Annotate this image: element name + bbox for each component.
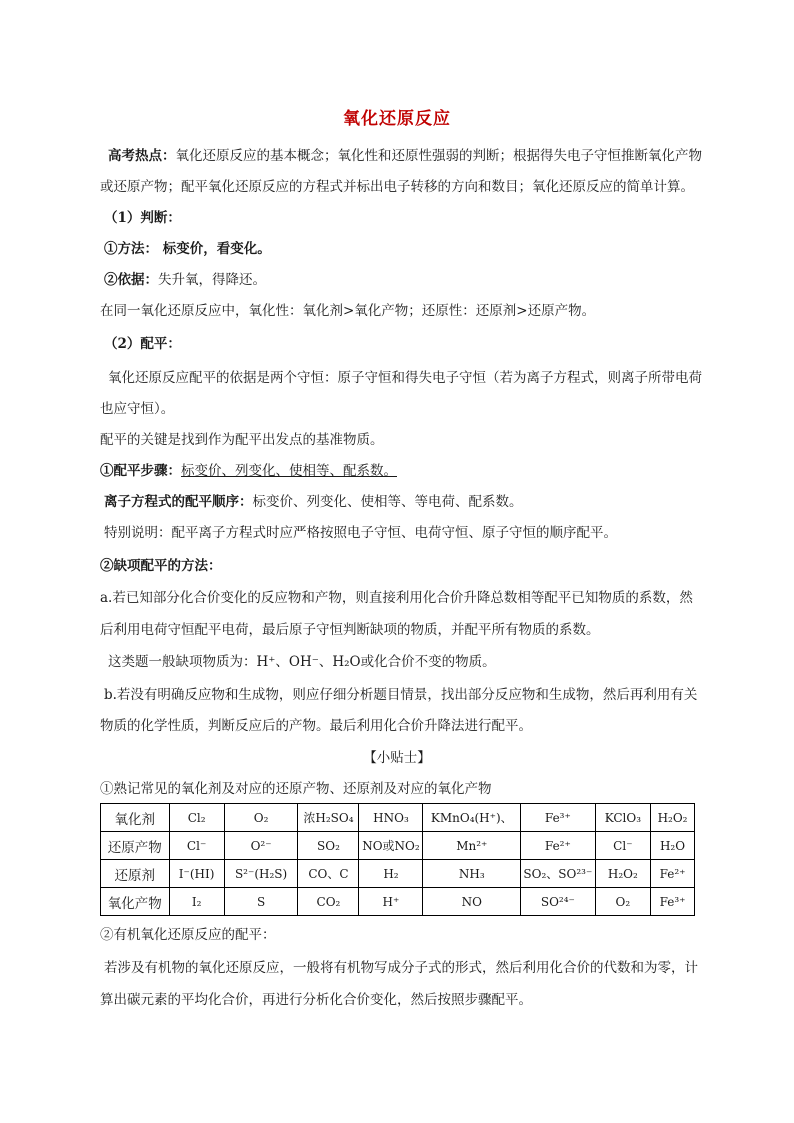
ionic-text: 标变价、列变化、使相等、等电荷、配系数。 — [252, 494, 523, 510]
table-row — [101, 860, 695, 888]
tip-2: ②有机氧化还原反应的配平： — [100, 927, 276, 943]
table-row-header: 氧化产物 — [101, 888, 170, 916]
steps-text: 标变价、列变化、使相等、配系数。 — [181, 463, 397, 479]
balance-basis-line-1: 氧化还原反应配平的依据是两个守恒：原子守恒和得失电子守恒（若为离子方程式，则离子所带电荷 — [108, 370, 702, 386]
table-cell: SO₂ — [298, 832, 359, 860]
table-cell: O₂ — [224, 804, 298, 832]
method-b-line-2: 物质的化学性质，判断反应后的产物。最后利用化合价升降法进行配平。 — [100, 718, 532, 734]
table-cell: HNO₃ — [359, 804, 423, 832]
table-cell: NO — [423, 888, 521, 916]
tips-heading: 【小贴士】 — [363, 750, 431, 766]
tip-1: ①熟记常见的氧化剂及对应的还原产物、还原剂及对应的氧化产物 — [100, 781, 492, 797]
table-row — [101, 832, 695, 860]
same-reaction-rule: 在同一氧化还原反应中，氧化性：氧化剂>氧化产物；还原性：还原剂>还原产物。 — [100, 303, 596, 319]
method-a-note: 这类题一般缺项物质为：H⁺、OH⁻、H₂O或化合价不变的物质。 — [108, 654, 496, 670]
judge-basis — [104, 270, 266, 290]
table-row-header: 还原产物 — [101, 832, 170, 860]
balance-key-point: 配平的关键是找到作为配平出发点的基准物质。 — [100, 432, 384, 448]
table-cell: H⁺ — [359, 888, 423, 916]
table-cell: CO、C — [298, 860, 359, 888]
table-cell: Fe³⁺ — [521, 804, 596, 832]
hot-topics-line-1 — [108, 146, 702, 166]
balance-heading: （2）配平： — [104, 336, 181, 352]
table-cell: Cl₂ — [169, 804, 224, 832]
ionic-order — [104, 492, 523, 512]
table-row — [101, 888, 695, 916]
balance-steps — [100, 461, 397, 481]
table-cell: O₂ — [595, 888, 650, 916]
basis-text: 失升氧，得降还。 — [158, 272, 266, 288]
table-cell: Fe²⁺ — [521, 832, 596, 860]
method-a-line-1: a.若已知部分化合价变化的反应物和产物，则直接利用化合价升降总数相等配平已知物质的系数，然 — [100, 590, 693, 606]
page-title: 氧化还原反应 — [343, 109, 451, 129]
table-cell: KClO₃ — [595, 804, 650, 832]
table-cell: H₂O₂ — [595, 860, 650, 888]
table-cell: KMnO₄(H⁺)、 — [423, 804, 521, 832]
table-cell: Mn²⁺ — [423, 832, 521, 860]
table-cell: SO²⁴⁻ — [521, 888, 596, 916]
balance-basis-line-2: 也应守恒）。 — [100, 401, 175, 417]
table-cell: H₂O — [651, 832, 695, 860]
judge-method: ①方法： 标变价，看变化。 — [104, 241, 271, 257]
redox-table — [100, 803, 695, 916]
table-cell: Cl⁻ — [169, 832, 224, 860]
table-cell: CO₂ — [298, 888, 359, 916]
table-cell: H₂O₂ — [651, 804, 695, 832]
hot-topics-label: 高考热点： — [108, 148, 176, 164]
table-cell: I₂ — [169, 888, 224, 916]
steps-label: ①配平步骤： — [100, 463, 181, 479]
judge-heading: （1）判断： — [104, 210, 181, 226]
ionic-label: 离子方程式的配平顺序： — [104, 494, 253, 510]
table-cell: S — [224, 888, 298, 916]
table-cell: Fe³⁺ — [651, 888, 695, 916]
table-cell: O²⁻ — [224, 832, 298, 860]
table-row — [101, 804, 695, 832]
table-cell: I⁻(HI) — [169, 860, 224, 888]
method-b-line-1: b.若没有明确反应物和生成物，则应仔细分析题目情景，找出部分反应物和生成物，然后再利用有关 — [104, 687, 698, 703]
hot-topics-text-1: 氧化还原反应的基本概念；氧化性和还原性强弱的判断；根据得失电子守恒推断氧化产物 — [175, 148, 702, 164]
special-note: 特别说明：配平离子方程式时应严格按照电子守恒、电荷守恒、原子守恒的顺序配平。 — [104, 525, 617, 541]
table-cell: SO₂、SO²³⁻ — [521, 860, 596, 888]
table-cell: NH₃ — [423, 860, 521, 888]
table-cell: H₂ — [359, 860, 423, 888]
table-cell: 浓H₂SO₄ — [298, 804, 359, 832]
table-row-header: 还原剂 — [101, 860, 170, 888]
table-cell: Cl⁻ — [595, 832, 650, 860]
organic-line-1: 若涉及有机物的氧化还原反应，一般将有机物写成分子式的形式，然后利用化合价的代数和为零，计 — [104, 960, 698, 976]
table-cell: NO或NO₂ — [359, 832, 423, 860]
organic-line-2: 算出碳元素的平均化合价，再进行分析化合价变化，然后按照步骤配平。 — [100, 992, 532, 1008]
table-row-header: 氧化剂 — [101, 804, 170, 832]
hot-topics-line-2: 或还原产物；配平氧化还原反应的方程式并标出电子转移的方向和数目；氧化还原反应的简单计算。 — [100, 179, 694, 195]
table-cell: Fe²⁺ — [651, 860, 695, 888]
missing-items-heading: ②缺项配平的方法： — [100, 558, 222, 574]
table-cell: S²⁻(H₂S) — [224, 860, 298, 888]
basis-label: ②依据： — [104, 272, 158, 288]
method-a-line-2: 后利用电荷守恒配平电荷，最后原子守恒判断缺项的物质，并配平所有物质的系数。 — [100, 622, 600, 638]
